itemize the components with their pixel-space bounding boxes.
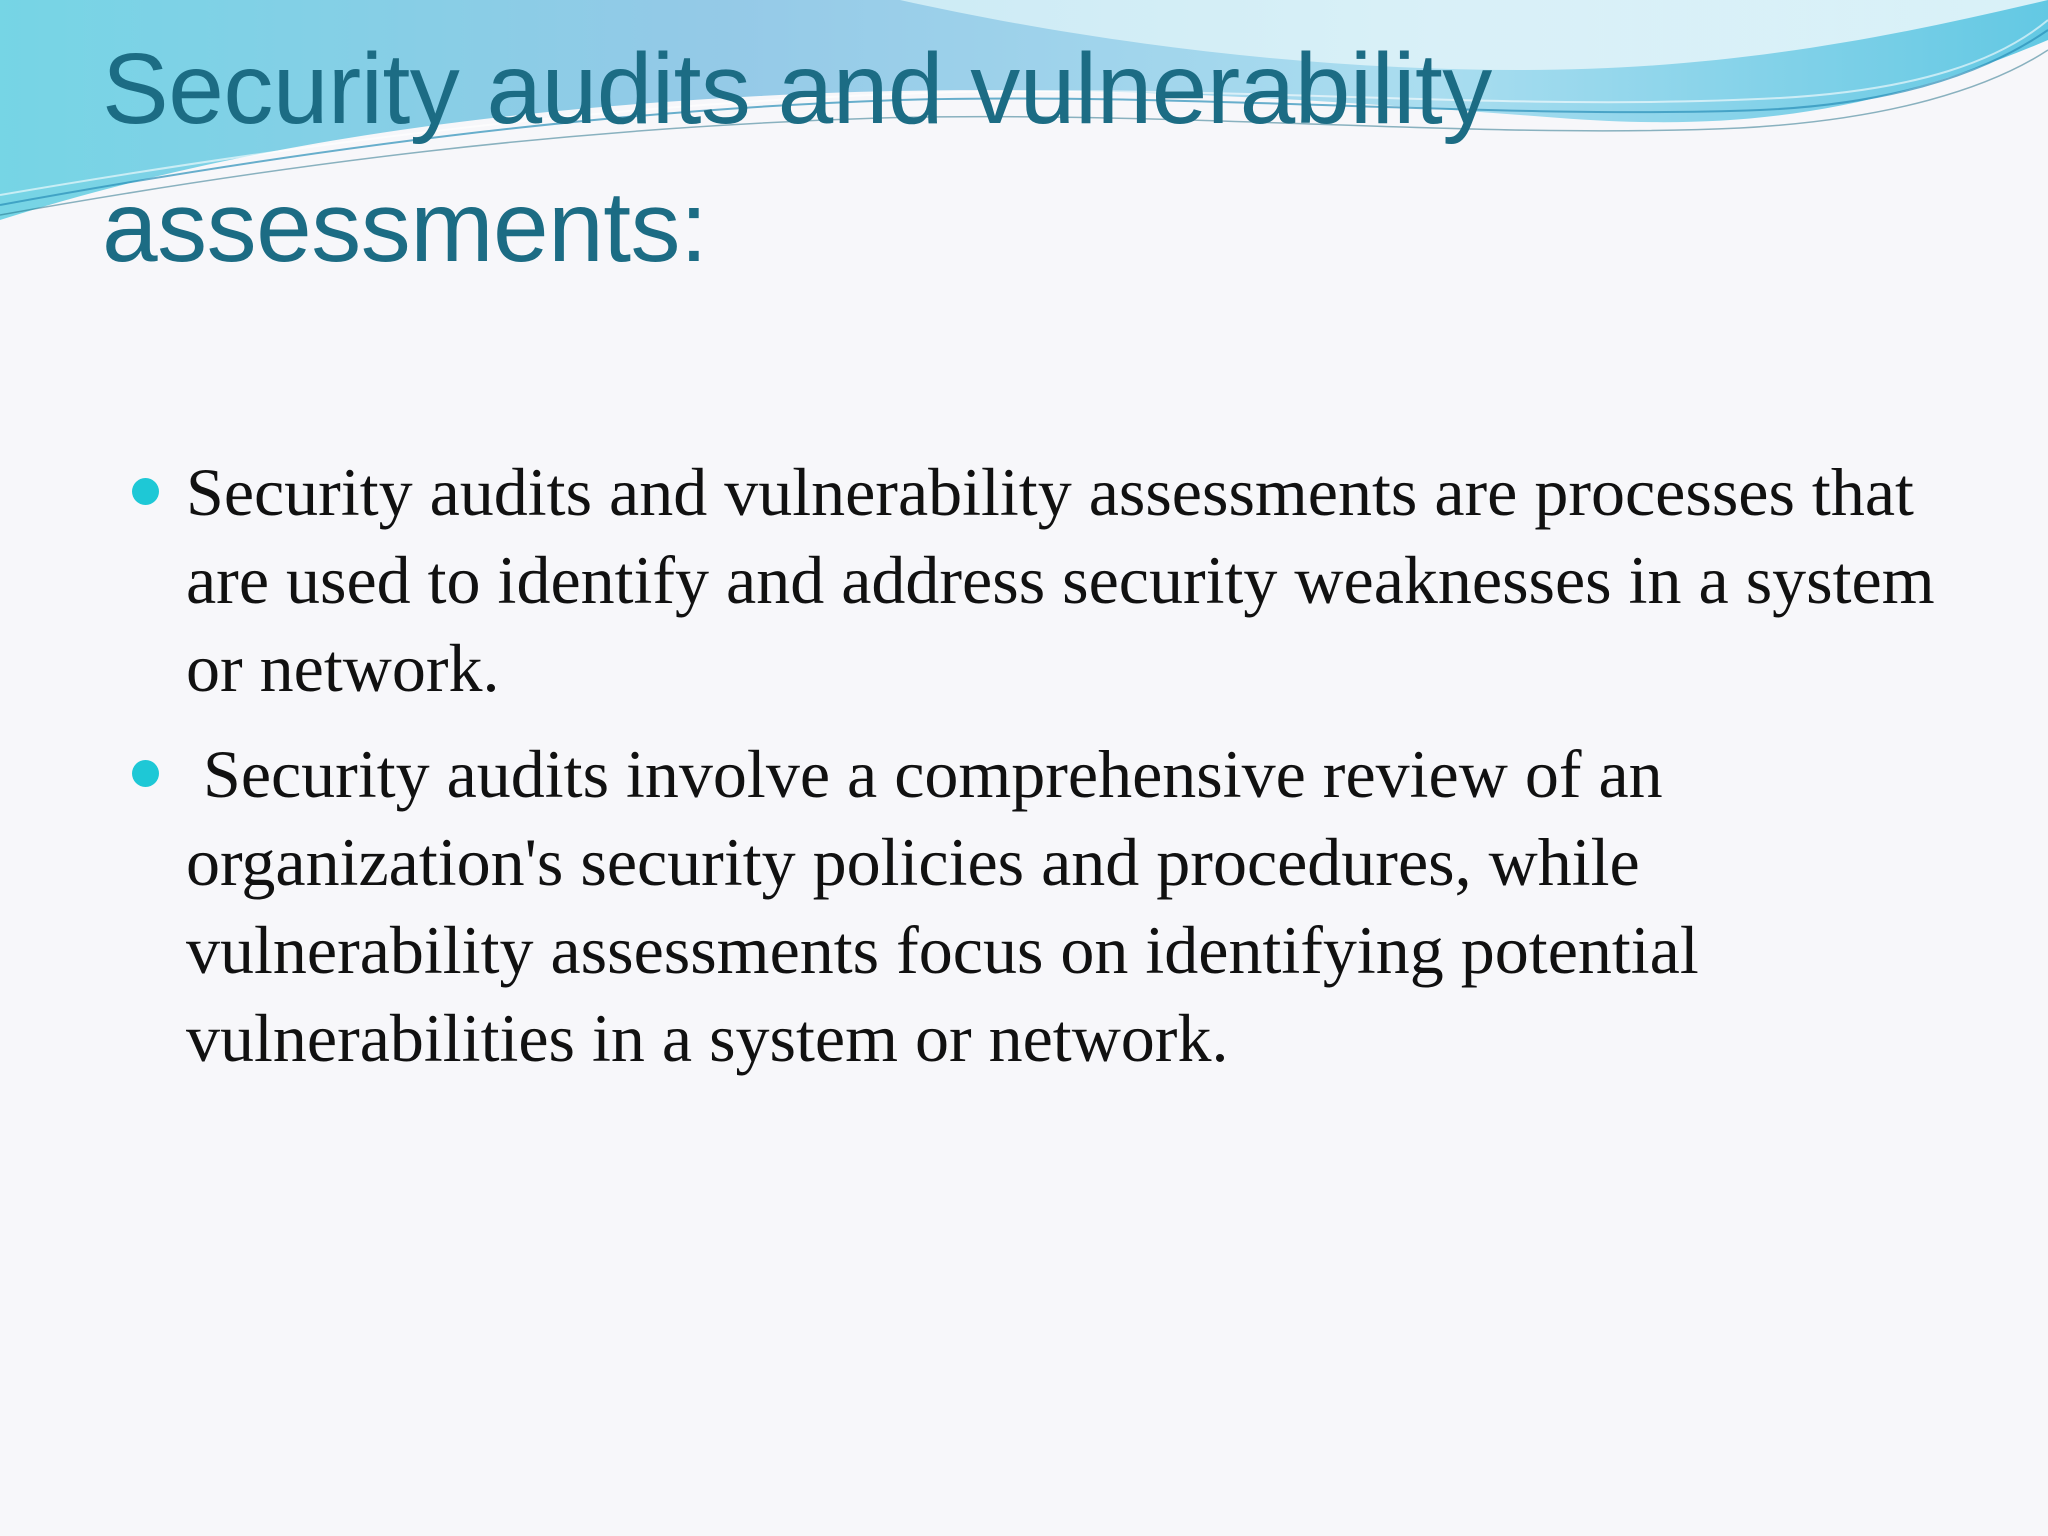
bullet-text: Security audits and vulnerability assessments are processes that are used to identify and address security weaknesses in a system or network. xyxy=(186,454,1952,706)
bullet-item xyxy=(130,448,1950,712)
slide-title: Security audits and vulnerability assessments: xyxy=(102,33,1492,283)
bullet-list xyxy=(130,448,1950,1100)
circle-bullet-icon xyxy=(132,760,159,787)
bullet-text: Security audits involve a comprehensive review of an organization's security policies and procedures, while vulnerability assessments focus on identifying potential vulnerabilities in a system or network. xyxy=(186,736,1733,1076)
bullet-item xyxy=(130,730,1950,1082)
circle-bullet-icon xyxy=(132,478,159,505)
